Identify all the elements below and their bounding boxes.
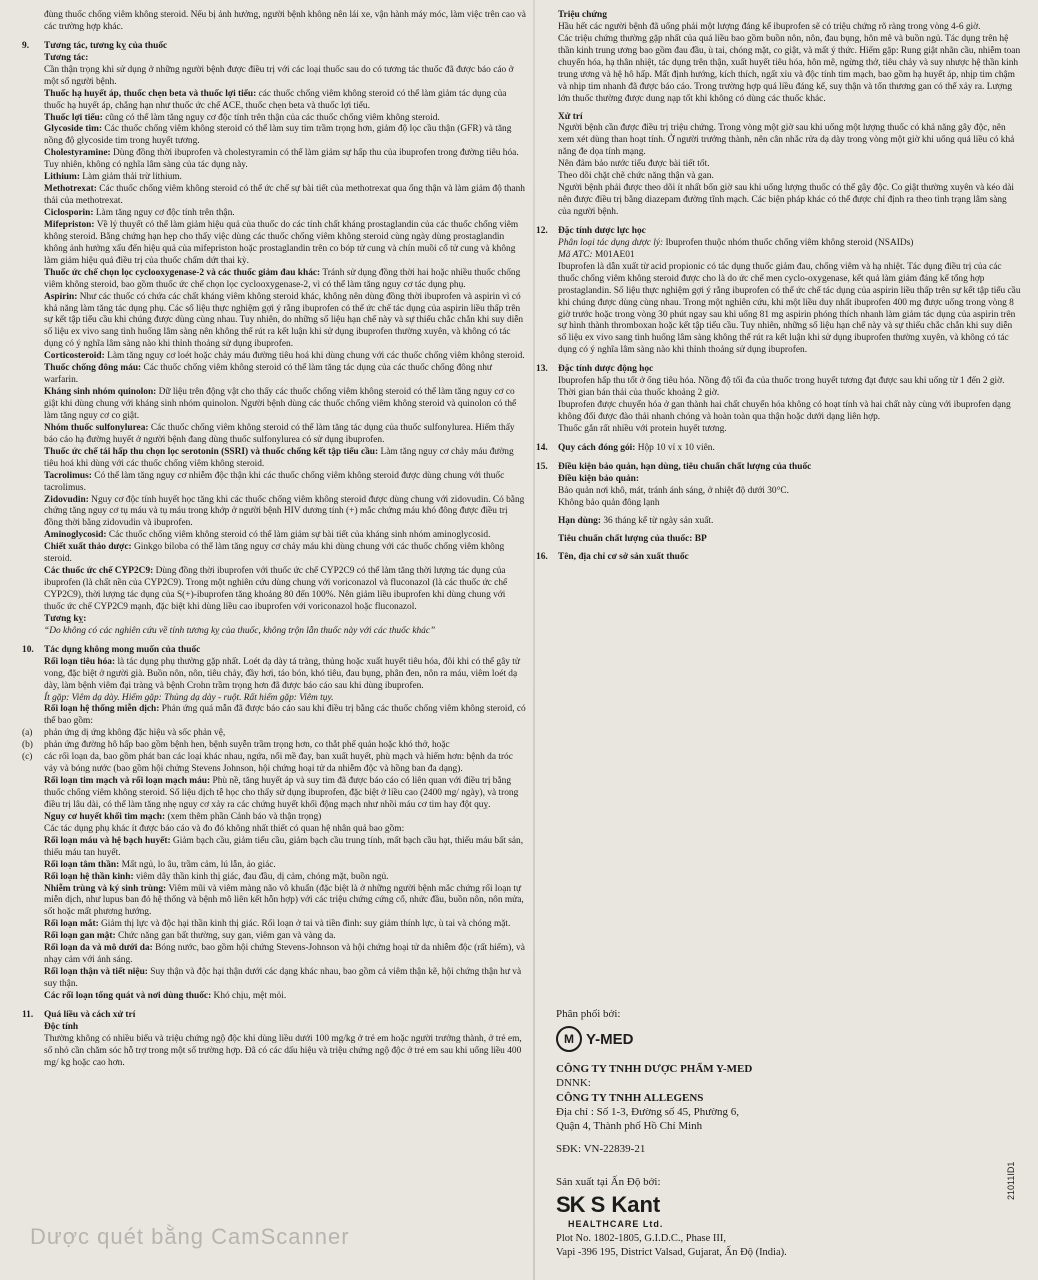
list-item: Thuốc lợi tiểu: cũng có thể làm tăng nguy cơ độc tính trên thận của các thuốc chống viêm không steroid. (44, 112, 440, 123)
section-14 (536, 443, 1022, 455)
distributor-label: Phân phối bởi: (556, 1008, 621, 1020)
list-item: Aminoglycosid: Các thuốc chống viêm không steroid có thể làm giảm sự bài tiết của kháng sinh nhóm aminoglycosid. (44, 530, 491, 541)
list-item: Thuốc ức chế chọn lọc cyclooxygenase-2 và các thuốc giảm đau khác: Tránh sử dụng đồng thời hai hoặc nhiều thuốc chống viêm không steroid, bao gồm thuốc ức chế chọn lọc cyclooxygenase-2, vì có thể làm tăng nguy cơ tác dụng phụ. (44, 267, 521, 290)
section-number: 13. (536, 364, 548, 375)
subheading: Tương kỵ: (44, 613, 87, 624)
expiry: Hạn dùng: 36 tháng kể từ ngày sản xuất. (558, 515, 714, 526)
subheading: Xử trí (558, 111, 583, 122)
list-item: Thuốc chống đông máu: Các thuốc chống viêm không steroid có thể làm tăng tác dụng của các thuốc chống đông như warfarin. (44, 363, 492, 386)
section-number: 15. (536, 461, 548, 472)
section-number: 14. (536, 442, 548, 453)
treatment-list (558, 123, 1022, 219)
section-number: 9. (22, 40, 30, 51)
text-line: Thời gian bán thải của thuốc khoảng 2 giờ. (558, 388, 720, 399)
paragraph: Hầu hết các người bệnh đã uống phải một lượng đáng kể ibuprofen sẽ có triệu chứng rõ ràng trong vòng 4-6 giờ. (558, 21, 981, 32)
list-item: Glycoside tim: Các thuốc chống viêm không steroid có thể làm suy tim trầm trọng hơn, giảm độ lọc cầu thận (GFR) và tăng nồng độ glycoside tim trong huyết tương. (44, 124, 512, 147)
paragraph: Cần thận trọng khi sử dụng ở những người bệnh được điều trị với các loại thuốc sau do có tương tác thuốc đã được báo cáo ở một số người bệnh. (44, 64, 514, 87)
manufacturer-label: Sản xuất tại Ấn Độ bởi: (556, 1176, 661, 1188)
list-item: Mifepriston: Về lý thuyết có thể làm giảm hiệu quả của thuốc do các tính chất kháng prostaglandin của các thuốc chống viêm không steroid. Bằng chứng hạn hẹp cho thấy việc dùng các thuốc chống viêm không steroid cùng ngày dùng prostaglandin không ảnh hưởng xấu đến hiệu quả của mifepriston hoặc prostaglandin trên co bóp tử cung và chín muồi cổ tử cung và không làm giảm hiệu quả điều trị của thuốc chấm dứt thai kỳ. (44, 219, 519, 266)
quality-standard: Tiêu chuẩn chất lượng của thuốc: BP (558, 533, 707, 544)
text-line: Thuốc gắn rất nhiều với protein huyết tương. (558, 423, 727, 434)
lettered-item: (b) phản ứng đường hô hấp bao gồm bệnh hen, bệnh suyễn trầm trọng hơn, co thắt phế quản hoặc khó thở, hoặc (22, 740, 450, 751)
list-item: Zidovudin: Nguy cơ độc tính huyết học tăng khi các thuốc chống viêm không steroid được dùng chung với zidovudin. Có bằng chứng tăng nguy cơ tụ máu và tụ máu trong khớp ở người bệnh HIV dương tính (+) mắc chứng máu khó đông được điều trị đồng thời bằng zidovudin và ibuprofen. (44, 494, 525, 529)
importer-address: Địa chỉ : Số 1-3, Đường số 45, Phường 6, (556, 1105, 740, 1118)
text-line: Người bệnh phải được theo dõi ít nhất bốn giờ sau khi uống lượng thuốc có thể gây độc. Co giật thường xuyên và kéo dài nên được điều trị bằng diazepam đường tĩnh mạch. Các biện pháp khác có thể được chỉ định ra theo tình trạng lâm sàng của người bệnh. (558, 183, 1014, 217)
registration-number: SĐK: VN-22839-21 (556, 1143, 646, 1155)
section-9 (22, 41, 528, 638)
section-title: Quá liều và cách xử trí (44, 1009, 136, 1020)
print-code: 21011ID1 (1006, 1161, 1016, 1200)
section-16 (536, 552, 1022, 564)
ymed-logo-text: Y-MED (586, 1030, 634, 1048)
lettered-item: (a) phản ứng dị ứng không đặc hiệu và sốc phản vệ, (22, 728, 226, 739)
distributor-info (556, 1062, 752, 1133)
list-item: Rối loạn tiêu hóa: là tác dụng phụ thường gặp nhất. Loét dạ dày tá tràng, thủng hoặc xuất huyết tiêu hóa, đôi khi có thể gây tử vong, đặc biệt ở người già. Buồn nôn, nôn, tiêu chảy, đầy hơi, táo bón, khó tiêu, đau bụng, phân đen, nôn ra máu, viêm loét dạ dày, làm bệnh viêm đại tràng và bệnh Crohn trầm trọng hơn đã được báo cáo sau khi dùng ibuprofen. (44, 656, 520, 691)
skant-logo (556, 1192, 660, 1218)
frequency-text: Ít gặp: Viêm dạ dày. Hiếm gặp: Thủng dạ dày - ruột. Rất hiếm gặp: Viêm tụy. (44, 692, 334, 703)
importer-label: DNNK: (556, 1077, 591, 1090)
manufacturer-address: Plot No. 1802-1805, G.I.D.C., Phase III, Vapi -396 195, District Valsad, Gujarat, Ấn Độ (India). (556, 1233, 787, 1258)
list-item: Cholestyramine: Dùng đồng thời ibuprofen và cholestyramin có thể làm giảm sự hấp thu của ibuprofen trong đường tiêu hóa. Tuy nhiên, không có nghĩa lâm sàng của tác dụng này. (44, 148, 519, 171)
list-item: Aspirin: Như các thuốc có chứa các chất kháng viêm không steroid khác, không nên dùng đồng thời ibuprofen và aspirin vì có khả năng làm tăng tác dụng phụ. Các số liệu thực nghiệm gợi ý rằng ibuprofen có thể ức chế tác dụng của aspirin liều thấp trên sự kết tập tiểu cầu khi chúng được dùng cùng nhau. Tuy nhiên, do những số liệu hạn chế này và sự thiếu chắc chắn khi suy diễn số liệu ex vivo sang tình huống lâm sàng nên không thể rút ra kết luận khi sử dụng ibuprofen thường xuyên, và không có tác dụng có ý nghĩa lâm sàng nào khi thỉnh thoảng sử dụng ibuprofen. (44, 291, 524, 350)
distributor-company: CÔNG TY TNHH DƯỢC PHẨM Y-MED (556, 1063, 753, 1075)
text-line: Ibuprofen được chuyển hóa ở gan thành hai chất chuyển hóa không có hoạt tính và hai chất này cùng với ibuprofen dạng không đổi được đào thải nhanh chóng và hoàn toàn qua thận hoặc dưới dạng liên hợp. (558, 400, 1011, 422)
list-item: Rối loạn tâm thần: Mất ngủ, lo âu, trầm cảm, lú lẫn, ảo giác. (44, 859, 276, 870)
interaction-list (44, 89, 528, 614)
section-title: Đặc tính dược lực học (558, 225, 646, 236)
list-item: Các rối loạn tổng quát và nơi dùng thuốc: Khó chịu, mệt mỏi. (44, 990, 287, 1001)
ymed-logo-icon: M (556, 1026, 582, 1052)
lettered-item: (c) các rối loạn da, bao gồm phát ban các loại khác nhau, ngứa, nổi mề đay, ban xuất huyết, phù mạch và hiếm hơn: bệnh da tróc vảy và bóng nước (bao gồm hội chứng Stevens Johnson, hội chứng hoại tử da nhiễm độc và hồng ban đa dạng). (22, 752, 513, 775)
text-line: Bảo quản nơi khô, mát, tránh ánh sáng, ở nhiệt độ dưới 30°C. (558, 485, 789, 496)
list-item: Thuốc ức chế tái hấp thu chọn lọc serotonin (SSRI) và thuốc chống kết tập tiểu cầu: Làm tăng nguy cơ chảy máu đường tiêu hoá khi dùng với các thuốc chống viêm không steroid. (44, 446, 514, 469)
list-item: Các thuốc ức chế CYP2C9: Dùng đồng thời ibuprofen với thuốc ức chế CYP2C9 có thể làm tăng thời lượng tác dụng của ibuprofen (là chất nền của CYP2C9). Trong một nghiên cứu dùng chung với voriconazol và fluconazol (là các thuốc ức chế CYP2C9), thời lượng tác dụng của S(+)-ibuprofen tăng khoảng 80 đến 100%. Nên giảm liều ibuprofen khi dùng chung với thuốc ức chế CYP2C9 mạnh, đặc biệt khi dùng liều cao ibuprofen với voriconazol hoặc fluconazol. (44, 566, 508, 612)
pk-list (536, 376, 1022, 436)
storage-list (558, 486, 1022, 510)
packaging-text: Hộp 10 vỉ x 10 viên. (635, 442, 715, 453)
scanner-watermark: Dược quét bằng CamScanner (30, 1224, 350, 1249)
list-item: Rối loạn da và mô dưới da: Bóng nước, bao gồm hội chứng Stevens-Johnson và hội chứng hoại tử da nhiễm độc (rất hiếm), và nhạy cảm với ánh sáng. (44, 943, 525, 966)
section-title: Đặc tính dược động học (558, 364, 654, 375)
adverse-list-2 (22, 776, 528, 1003)
pharmacologic-group: Phân loại tác dụng dược lý: Ibuprofen thuộc nhóm thuốc chống viêm không steroid (NSAIDs) (558, 237, 914, 248)
list-item: Rối loạn hệ thần kinh: viêm dây thần kinh thị giác, đau đầu, dị cảm, chóng mặt, buồn ngủ. (44, 871, 389, 882)
section-10 (22, 645, 528, 1003)
list-item: Nhiễm trùng và ký sinh trùng: Viêm mũi và viêm màng não vô khuẩn (đặc biệt là ở những người bệnh mắc chứng rối loạn tự miễn dịch, như lupus ban đỏ hệ thống và bệnh mô liên kết hỗn hợp) với các triệu chứng cứng cổ, nhức đầu, buồn nôn, nôn mửa, sốt hoặc mất phương hướng. (44, 883, 524, 918)
importer-company: CÔNG TY TNHH ALLEGENS (556, 1091, 704, 1104)
text-line: Không bảo quản đông lạnh (558, 497, 660, 508)
ymed-logo (556, 1026, 634, 1052)
list-item: Rối loạn tim mạch và rối loạn mạch máu: Phù nề, tăng huyết áp và suy tim đã được báo cáo có liên quan với điều trị bằng thuốc chống viêm không steroid. Số liệu dịch tễ học cho thấy sử dụng ibuprofen, đặc biệt ở liều cao (2400 mg/ ngày), và trong điều trị lâu dài, có thể làm tăng nhẹ nguy cơ xảy ra các chứng huyết khối động mạch như nhồi máu cơ tim hay đột quỵ. (44, 776, 519, 810)
storage-label: Điều kiện bảo quản: (558, 473, 640, 484)
list-item: Nhóm thuốc sulfonylurea: Các thuốc chống viêm không steroid có thể làm tăng tác dụng của thuốc sulfonylurea. Hiếm thấy báo cáo hạ đường huyết ở người bệnh đang dùng thuốc sulfonylurea có sử dụng ibuprofen. (44, 422, 515, 445)
subheading: Triệu chứng (558, 10, 607, 20)
list-item: Các tác dụng phụ khác ít được báo cáo và đo đó không nhất thiết có quan hệ nhân quả bao gồm: (44, 823, 405, 834)
paragraph: Thường không có nhiều biểu và triệu chứng ngộ độc khi dùng liều dưới 100 mg/kg ở trẻ em hoặc người trưởng thành, ở trẻ em, số nhỏ cần chăm sóc hỗ trợ trong một số trường hợp. Đã có các dấu hiệu và triệu chứng ngộ độc ở trẻ em sau khi uống liều 400 mg/ kg hoặc cao hơn. (44, 1033, 522, 1068)
list-item: Thuốc hạ huyết áp, thuốc chẹn beta và thuốc lợi tiểu: các thuốc chống viêm không steroid có thể làm giảm tác dụng của thuốc hạ huyết áp, chẳng hạn như thuốc ức chế ACE, thuốc chẹn beta và thuốc lợi tiểu. (44, 88, 507, 111)
adverse-list (44, 657, 528, 693)
list-item: Rối loạn mắt: Giảm thị lực và độc hại thần kinh thị giác. Rối loạn ở tai và tiền đình: suy giảm thính lực, ù tai và chóng mặt. (44, 919, 511, 930)
skant-logo-text: S Kant (590, 1192, 661, 1217)
skant-logo-icon: SK (556, 1192, 585, 1217)
section-title: Tương tác, tương kỵ của thuốc (44, 40, 168, 51)
list-item: Kháng sinh nhóm quinolon: Dữ liệu trên động vật cho thấy các thuốc chống viêm không steroid có thể làm tăng nguy cơ co giật khi dùng chung với kháng sinh nhóm quinolon. Người bệnh dùng các thuốc chống viêm không steroid và quinolon có thể làm tăng nguy cơ co giật. (44, 387, 517, 421)
right-column (536, 10, 1022, 564)
list-item: Lithium: Làm giảm thải trừ lithium. (44, 172, 182, 183)
section-11 (22, 1010, 528, 1070)
section-title: Tác dụng không mong muốn của thuốc (44, 644, 201, 655)
section-13 (536, 364, 1022, 436)
importer-address: Quận 4, Thành phố Hồ Chí Minh (556, 1120, 703, 1133)
subheading: Độc tính (44, 1021, 79, 1032)
section-title: Tên, địa chỉ cơ sở sản xuất thuốc (558, 552, 689, 563)
section-12 (536, 226, 1022, 357)
page-fold (533, 0, 535, 1280)
list-item: Tacrolimus: Có thể làm tăng nguy cơ nhiễm độc thận khi các thuốc chống viêm không steroid được dùng chung với thuốc tacrolimus. (44, 470, 505, 493)
list-item: Rối loạn máu và hệ bạch huyết: Giảm bạch cầu, giảm tiểu cầu, giảm bạch cầu trung tính, mất bạch cầu hạt, thiếu máu bất sản, thiếu máu tan huyết. (44, 835, 524, 858)
text-line: Ibuprofen hấp thu tốt ở ống tiêu hóa. Nồng độ tối đa của thuốc trong huyết tương đạt được sau khi uống từ 1 đến 2 giờ. (558, 376, 1005, 387)
list-item: Methotrexat: Các thuốc chống viêm không steroid có thể ức chế sự bài tiết của methotrexat qua ống thận và làm giảm độ thanh thải của methotrexat. (44, 184, 525, 207)
skant-subtitle: HEALTHCARE Ltd. (568, 1219, 664, 1229)
subheading: Tương tác: (44, 52, 89, 63)
list-item: Nguy cơ huyết khối tim mạch: (xem thêm phần Cảnh báo và thận trọng) (44, 811, 322, 822)
section-number: 11. (22, 1009, 34, 1020)
intro-text: đùng thuốc chống viêm không steroid. Nếu bị ảnh hưởng, người bệnh không nên lái xe, vận hành máy móc, làm việc trên cao và các trường hợp khác. (44, 10, 526, 32)
list-item: Rối loạn hệ thống miễn dịch: Phản ứng quá mẫn đã được báo cáo sau khi điều trị bằng các thuốc chống viêm không steroid, có thể bao gồm: (44, 704, 526, 727)
section-number: 16. (536, 552, 548, 563)
list-item: Ciclosporin: Làm tăng nguy cơ độc tính trên thận. (44, 208, 235, 218)
list-item: Rối loạn gan mật: Chức năng gan bất thường, suy gan, viêm gan và vàng da. (44, 931, 336, 942)
paragraph: Các triệu chứng thường gặp nhất của quá liều bao gồm buồn nôn, nôn, đau bụng, hôn mê và buồn ngủ. Tác dụng trên hệ thần kinh trung ương bao gồm đau đầu, ù tai, chóng mặt, co giật, và mất ý thức. Hiếm gặp: Rung giật nhãn cầu, nhiễm toan chuyển hóa, hạ thân nhiệt, tác dụng trên thận, xuất huyết tiêu hóa, hôn mê, ngừng thở, tiêu chảy và suy nhược hệ thần kinh trung ương và hệ hô hấp. Mất định hướng, kích thích, ngất xỉu và độc tính tim mạch, bao gồm hạ huyết áp, nhịp tim chậm và nhịp tim nhanh đã được báo cáo. Trong trường hợp quá liều đáng kể, suy thận và tổn thương gan có thể xảy ra. Lượng lớn thuốc thường được dung nạp tốt khi không có dùng các thuốc khác. (558, 33, 1021, 104)
list-item: Chiết xuất thảo dược: Ginkgo biloba có thể làm tăng nguy cơ chảy máu khi dùng chung với các thuốc chống viêm không steroid. (44, 542, 505, 565)
section-number: 10. (22, 644, 34, 655)
left-column (22, 10, 528, 1070)
paragraph: Ibuprofen là dẫn xuất từ acid propionic có tác dụng thuốc giảm đau, chống viêm và hạ nhiệt. Tác dụng điều trị của các thuốc chống viêm không steroid được cho là do ức chế men cyclo-oxygenase, kết quả làm giảm đáng kể tổng hợp prostaglandin. Số liệu thực nghiệm gợi ý rằng ibuprofen có thể ức chế tác dụng của aspirin liều thấp trên sự kết tập tiểu cầu khi chúng được dùng cùng nhau. Trong một nghiên cứu, khi một liều duy nhất ibuprofen 400 mg được uống trong vòng 8 giờ trước hoặc trong vòng 30 phút ngay sau khi uống 81 mg aspirin phóng thích nhanh làm giảm tác dụng của aspirin trên sự hình thành thromboxan hoặc kết tập tiểu cầu. Tuy nhiên, những số liệu hạn chế này và sự thiếu chắc chắn khi suy diễn số liệu ex vivo sang tình huống lâm sàng không thể rút ra kết luận khi sử dụng ibuprofen thường xuyên, và không có tác dụng có ý nghĩa lâm sàng nào khi thỉnh thoảng sử dụng ibuprofen. (558, 261, 1021, 356)
list-item: Rối loạn thận và tiết niệu: Suy thận và độc hại thận dưới các dạng khác nhau, bao gồm cả viêm thận kẽ, hội chứng thận hư và suy thận. (44, 967, 522, 989)
atc-code: Mã ATC: M01AE01 (558, 249, 635, 260)
section-title: Điều kiện bảo quản, hạn dùng, tiêu chuẩn chất lượng của thuốc (558, 461, 812, 472)
text-line: Người bệnh cần được điều trị triệu chứng. Trong vòng một giờ sau khi uống một lượng thuốc có khả năng gây độc, nên xem xét dùng than hoạt tính. Ở người trưởng thành, nên cân nhắc rửa dạ dày trong vòng một giờ khi uống quá liều có khả năng đe dọa tính mạng. (558, 123, 1015, 158)
paragraph: “Do không có các nghiên cứu về tính tương kỵ của thuốc, không trộn lẫn thuốc này với các thuốc khác” (44, 625, 436, 636)
section-title: Quy cách đóng gói: (558, 442, 636, 453)
list-item: Corticosteroid: Làm tăng nguy cơ loét hoặc chảy máu đường tiêu hoá khi dùng chung với các thuốc chống viêm không steroid. (44, 351, 525, 362)
text-line: Nên đảm bảo nước tiểu được bài tiết tốt. (558, 159, 710, 170)
hypersensitivity-list (22, 728, 528, 776)
section-number: 12. (536, 225, 548, 236)
text-line: Theo dõi chặt chẽ chức năng thận và gan. (558, 171, 714, 182)
section-15 (536, 462, 1022, 546)
